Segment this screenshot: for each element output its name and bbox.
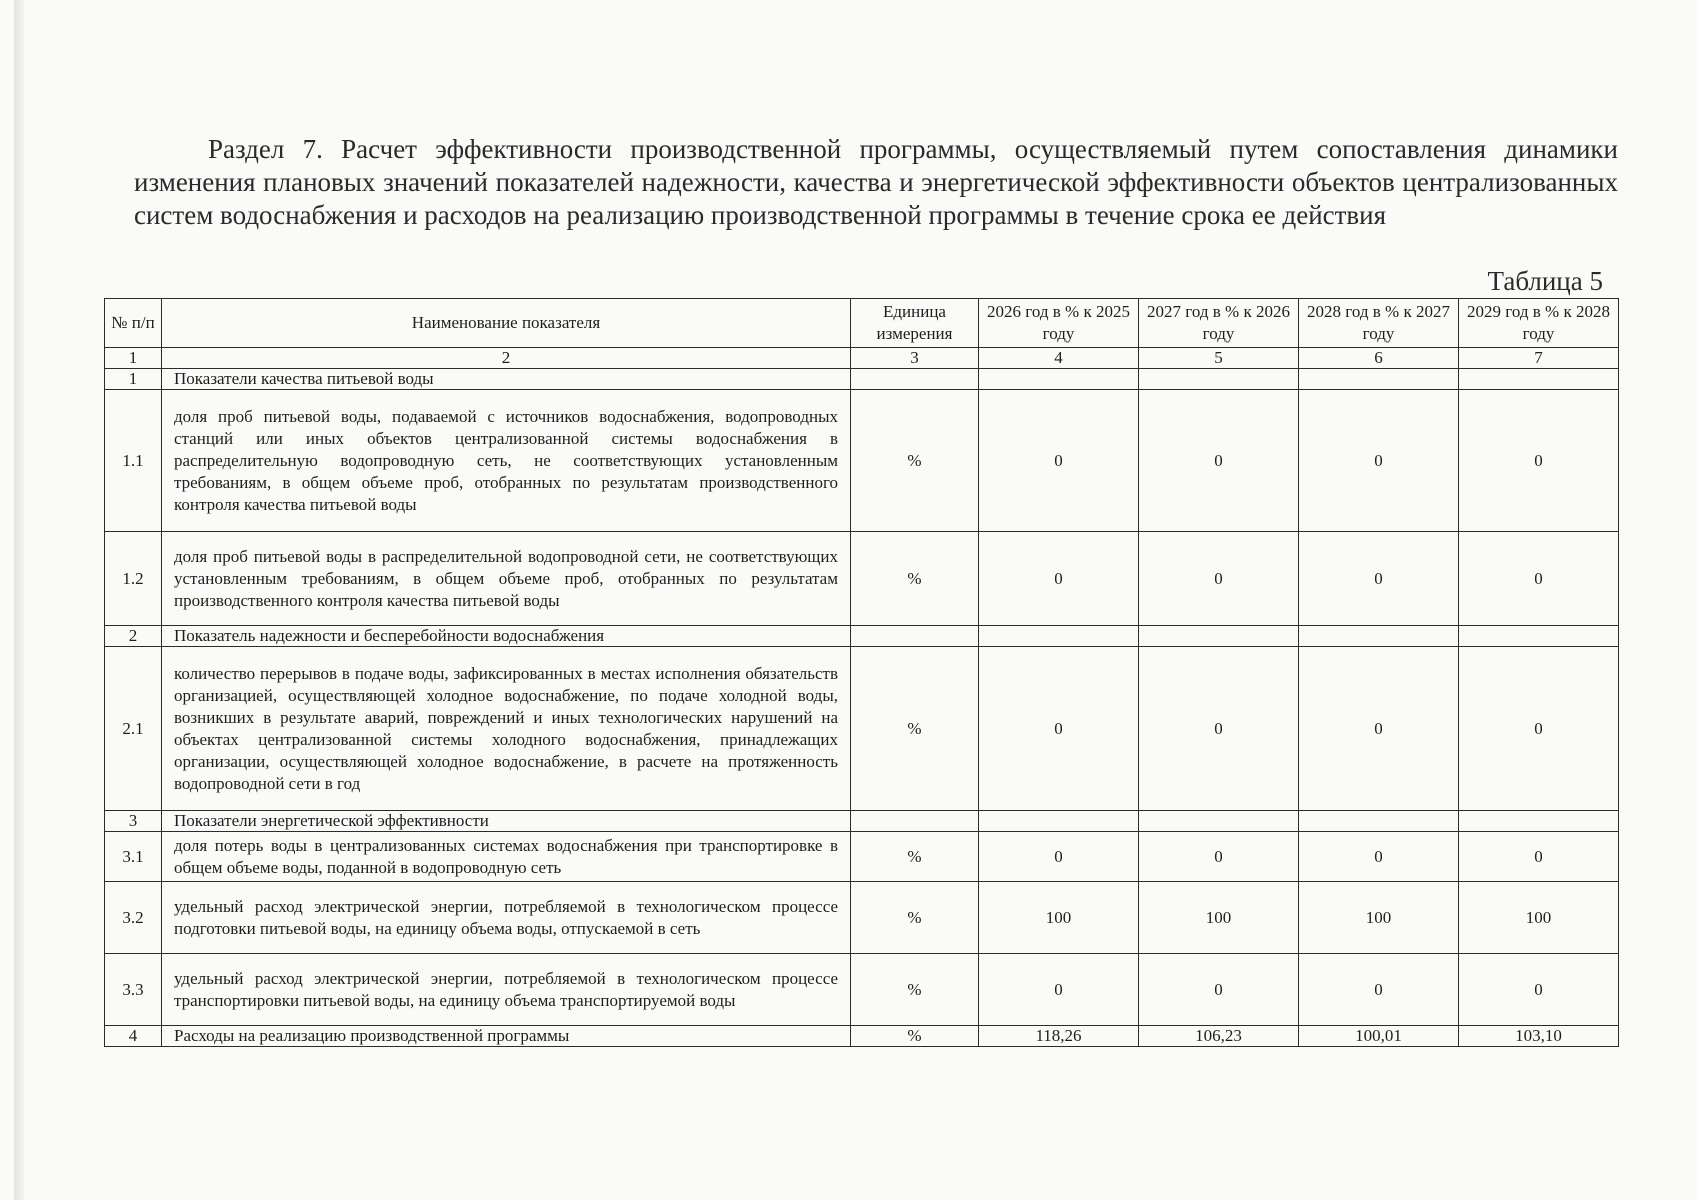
- value-2026: 0: [979, 390, 1139, 532]
- header-unit: Единица измерения: [851, 299, 979, 348]
- section-name: Показатель надежности и бесперебойности водоснабжения: [162, 626, 851, 647]
- row-num: 2: [105, 626, 162, 647]
- value-2026: 100: [979, 882, 1139, 954]
- indicator-name: доля потерь воды в централизованных системах водоснабжения при транспортировке в общем объеме воды, поданной в водопроводную сеть: [162, 832, 851, 882]
- column-number: 3: [851, 348, 979, 369]
- value-2027: 0: [1139, 832, 1299, 882]
- header-name: Наименование показателя: [162, 299, 851, 348]
- indicator-name: доля проб питьевой воды в распределительной водопроводной сети, не соответствующих установленным требованиям, в общем объеме проб, отобранных по результатам производственного контроля качества питьевой воды: [162, 532, 851, 626]
- value-2026: 0: [979, 647, 1139, 811]
- scan-edge: [14, 0, 24, 1200]
- value-2028: 0: [1299, 532, 1459, 626]
- value-2028: 0: [1299, 390, 1459, 532]
- indicator-name: количество перерывов в подаче воды, зафиксированных в местах исполнения обязательств организацией, осуществляющей холодное водоснабжение, по подаче холодной воды, возникших в результате аварий, повреждений и иных технологических нарушений на объектах централизованной системы холодного водоснабжения, принадлежащих организации, осуществляющей холодное водоснабжение, в расчете на протяженность водопроводной сети в год: [162, 647, 851, 811]
- total-row: [105, 1026, 1619, 1047]
- row-num: 2.1: [105, 647, 162, 811]
- table-row: [105, 954, 1619, 1026]
- table-row: [105, 647, 1619, 811]
- value-2026: 0: [979, 954, 1139, 1026]
- value-2029: 103,10: [1459, 1026, 1619, 1047]
- header-num: № п/п: [105, 299, 162, 348]
- unit-cell: %: [851, 882, 979, 954]
- column-number: 1: [105, 348, 162, 369]
- value-2028: 0: [1299, 647, 1459, 811]
- header-2027: 2027 год в % к 2026 году: [1139, 299, 1299, 348]
- column-number: 5: [1139, 348, 1299, 369]
- value-2029: 0: [1459, 390, 1619, 532]
- value-2029: 100: [1459, 882, 1619, 954]
- value-2028: 0: [1299, 832, 1459, 882]
- column-number: 2: [162, 348, 851, 369]
- column-number: 6: [1299, 348, 1459, 369]
- header-2026: 2026 год в % к 2025 году: [979, 299, 1139, 348]
- header-2029: 2029 год в % к 2028 году: [1459, 299, 1619, 348]
- row-num: 1.2: [105, 532, 162, 626]
- table-row: [105, 532, 1619, 626]
- value-2027: 0: [1139, 647, 1299, 811]
- section-name: Показатели энергетической эффективности: [162, 811, 851, 832]
- column-number: 7: [1459, 348, 1619, 369]
- table-caption: Таблица 5: [1487, 266, 1603, 296]
- section-row: [105, 626, 1619, 647]
- section-heading: Раздел 7. Расчет эффективности производственной программы, осуществляемый путем сопоставления динамики изменения плановых значений показателей надежности, качества и энергетической эффективности объектов централизованных систем водоснабжения и расходов на реализацию производственной программы в течение срока ее действия: [134, 134, 1618, 230]
- value-2029: 0: [1459, 532, 1619, 626]
- indicator-name: доля проб питьевой воды, подаваемой с источников водоснабжения, водопроводных станций или иных объектов централизованной системы водоснабжения в распределительную водопроводную сеть, не соответствующих установленным требованиям, в общем объеме проб, отобранных по результатам производственного контроля качества питьевой воды: [162, 390, 851, 532]
- value-2027: 100: [1139, 882, 1299, 954]
- row-num: 3.1: [105, 832, 162, 882]
- section-name: Показатели качества питьевой воды: [162, 369, 851, 390]
- row-num: 1: [105, 369, 162, 390]
- table-row: [105, 832, 1619, 882]
- row-num: 3.3: [105, 954, 162, 1026]
- value-2028: 100,01: [1299, 1026, 1459, 1047]
- row-num: 3: [105, 811, 162, 832]
- unit-cell: %: [851, 532, 979, 626]
- unit-cell: %: [851, 954, 979, 1026]
- value-2026: 0: [979, 832, 1139, 882]
- unit-cell: %: [851, 647, 979, 811]
- value-2027: 0: [1139, 390, 1299, 532]
- table-row: [105, 390, 1619, 532]
- unit-cell: %: [851, 390, 979, 532]
- value-2026: 118,26: [979, 1026, 1139, 1047]
- header-row: [105, 299, 1619, 348]
- header-2028: 2028 год в % к 2027 году: [1299, 299, 1459, 348]
- value-2027: 0: [1139, 532, 1299, 626]
- value-2027: 0: [1139, 954, 1299, 1026]
- value-2029: 0: [1459, 647, 1619, 811]
- indicator-name: удельный расход электрической энергии, потребляемой в технологическом процессе транспортировки питьевой воды, на единицу объема транспортируемой воды: [162, 954, 851, 1026]
- indicator-name: Расходы на реализацию производственной программы: [162, 1026, 851, 1047]
- indicators-table: [104, 298, 1619, 1047]
- unit-cell: %: [851, 832, 979, 882]
- section-row: [105, 369, 1619, 390]
- value-2029: 0: [1459, 832, 1619, 882]
- row-num: 4: [105, 1026, 162, 1047]
- section-row: [105, 811, 1619, 832]
- column-number-row: [105, 348, 1619, 369]
- table-row: [105, 882, 1619, 954]
- unit-cell: %: [851, 1026, 979, 1047]
- value-2028: 100: [1299, 882, 1459, 954]
- value-2028: 0: [1299, 954, 1459, 1026]
- row-num: 1.1: [105, 390, 162, 532]
- row-num: 3.2: [105, 882, 162, 954]
- value-2029: 0: [1459, 954, 1619, 1026]
- indicator-name: удельный расход электрической энергии, потребляемой в технологическом процессе подготовки питьевой воды, на единицу объема воды, отпускаемой в сеть: [162, 882, 851, 954]
- value-2027: 106,23: [1139, 1026, 1299, 1047]
- column-number: 4: [979, 348, 1139, 369]
- value-2026: 0: [979, 532, 1139, 626]
